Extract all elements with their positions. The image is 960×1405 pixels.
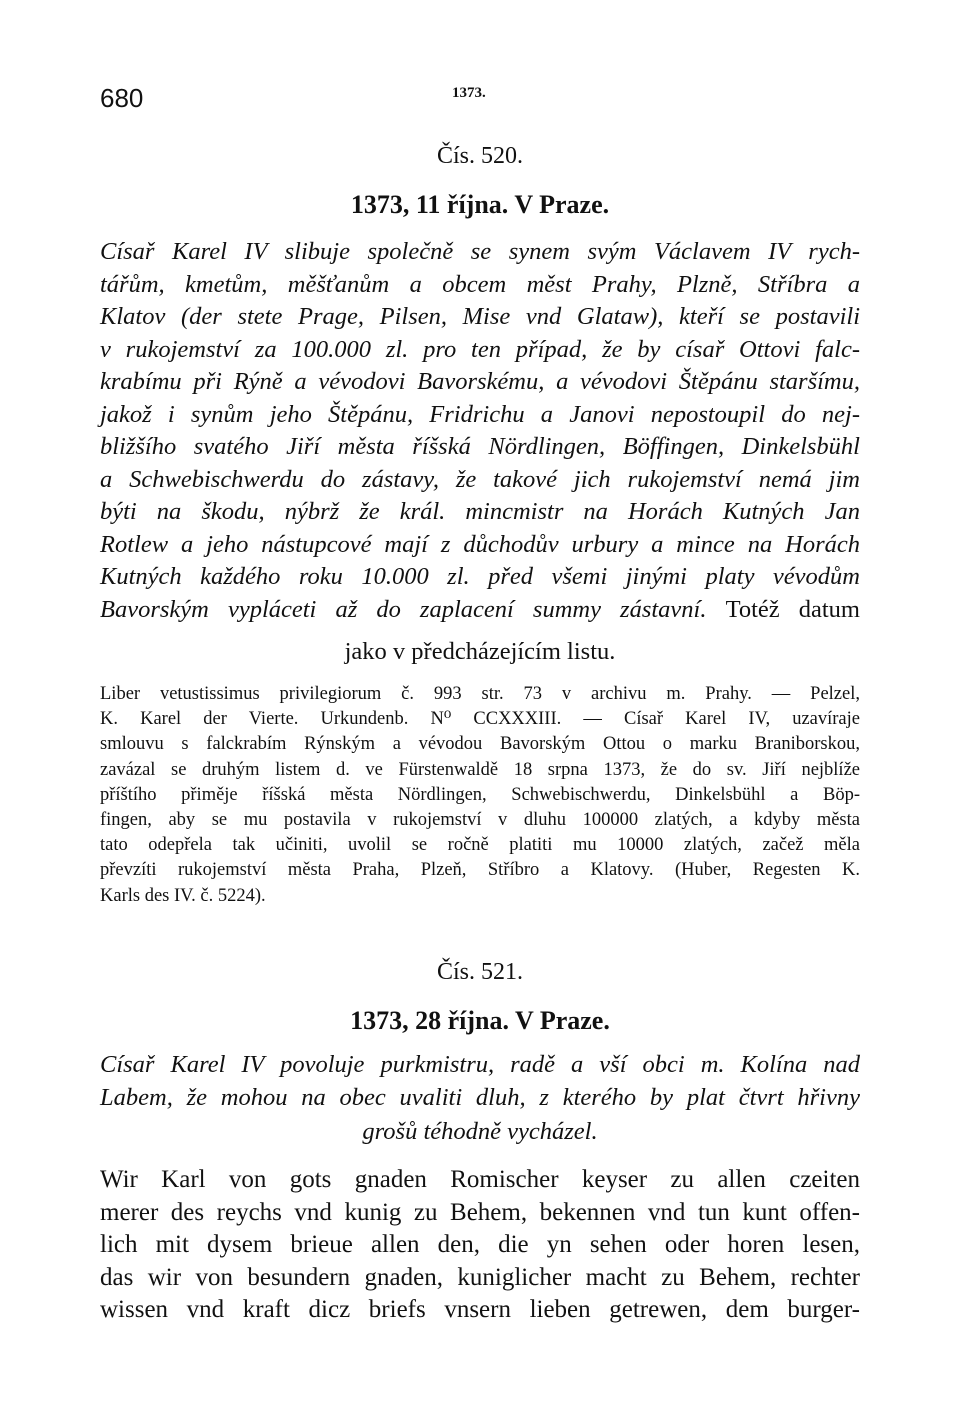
- regest-last-plain: Totéž datum: [725, 595, 860, 623]
- regest-521: [100, 1049, 860, 1114]
- regest-line: tářům, kmetům, měšťanům a obcem měst Prahy, Plzně, Stříbra a: [100, 270, 860, 298]
- note-line: převzíti rukojemství města Praha, Plzeň, Stříbro a Klatovy. (Huber, Regesten K.: [100, 860, 860, 881]
- note-line: smlouvu s falckrabím Rýnským a vévodou Bavorským Ottou o marku Braniborskou,: [100, 734, 860, 755]
- note-line: tato odepřela tak učiniti, uvolil se ročně platiti mu 10000 zlatých, začež měla: [100, 835, 860, 856]
- regest-tail-520: jako v předcházejícím listu.: [344, 638, 616, 665]
- doc-number-520: Čís. 520.: [436, 143, 523, 169]
- page-header: [100, 83, 860, 113]
- note-line: fingen, aby se mu postavila v rukojemství v dluhu 100000 zlatých, a kdyby města: [100, 810, 860, 831]
- regest-tail-521: grošů téhodně vycházel.: [362, 1118, 598, 1145]
- regest-line: v rukojemství za 100.000 zl. pro ten případ, že by císař Ottovi falc-: [100, 335, 860, 363]
- regest-line: Císař Karel IV povoluje purkmistru, radě a vší obci m. Kolína nad: [100, 1051, 860, 1078]
- note-line: K. Karel der Vierte. Urkundenb. N⁰ CCXXXIII. — Císař Karel IV, uzavíraje: [100, 709, 860, 730]
- regest-line: Císař Karel IV slibuje společně se synem svým Václavem IV rych-: [100, 238, 860, 265]
- doc-heading-521: 1373, 28 října. V Praze.: [350, 1006, 610, 1035]
- source-note-520: [100, 682, 860, 909]
- regest-line: býti na škodu, nýbrž že král. mincmistr na Horách Kutných Jan: [100, 498, 860, 525]
- regest-line: Rotlew a jeho nástupcové mají z důchodův urbury a mince na Horách: [100, 530, 860, 558]
- regest-line: Kutných každého roku 10.000 zl. před všemi jinými platy vévodům: [100, 563, 860, 590]
- regest-520: [100, 236, 860, 626]
- running-year: 1373.: [452, 85, 486, 101]
- regest-line: Klatov (der stete Prage, Pilsen, Mise vnd Glataw), kteří se postavili: [100, 303, 860, 330]
- regest-last-italic: Bavorským vypláceti až do zaplacení summy zástavní.: [100, 595, 707, 623]
- regest-line: krabímu při Rýně a vévodovi Bavorskému, a vévodovi Štěpánu staršímu,: [100, 368, 860, 395]
- note-line: Liber vetustissimus privilegiorum č. 993 str. 73 v archivu m. Prahy. — Pelzel,: [100, 684, 860, 704]
- charter-text-521: [100, 1164, 860, 1327]
- page-number: 680: [100, 83, 144, 113]
- doc-heading-520: 1373, 11 října. V Praze.: [350, 190, 610, 219]
- note-line: zavázal se druhým listem d. ve Fürstenwaldě 18 srpna 1373, že do sv. Jiří nejblíže: [100, 759, 860, 780]
- text-line: das wir von besundern gnaden, kuniglicher macht zu Behem, rechter: [100, 1263, 860, 1291]
- regest-line: jakož i synům jeho Štěpánu, Fridrichu a Janovi nepostoupil do nej-: [100, 400, 860, 428]
- regest-line-last: [100, 594, 860, 627]
- regest-line: bližšího svatého Jiří města říšská Nördlingen, Böffingen, Dinkelsbühl: [100, 433, 860, 460]
- note-line: příštího přiměje říšská města Nördlingen, Schwebischwerdu, Dinkelsbühl a Böp-: [100, 784, 860, 805]
- text-line: merer des reychs vnd kunig zu Behem, bekennen vnd tun kunt offen-: [100, 1198, 860, 1226]
- note-line: Karls des IV. č. 5224).: [100, 885, 266, 906]
- doc-number-521: Čís. 521.: [436, 959, 523, 985]
- regest-line: a Schwebischwerdu do zástavy, že takové jich rukojemství nemá jim: [100, 465, 860, 493]
- text-line: wissen vnd kraft dicz briefs vnsern lieben getrewen, dem burger-: [100, 1296, 860, 1324]
- regest-line: Labem, že mohou na obec uvaliti dluh, z kterého by plat čtvrt hřivny: [100, 1083, 860, 1111]
- text-line: Wir Karl von gots gnaden Romischer keyser zu allen czeiten: [100, 1166, 860, 1193]
- text-line: lich mit dysem brieue allen den, die yn sehen oder horen lesen,: [100, 1231, 860, 1259]
